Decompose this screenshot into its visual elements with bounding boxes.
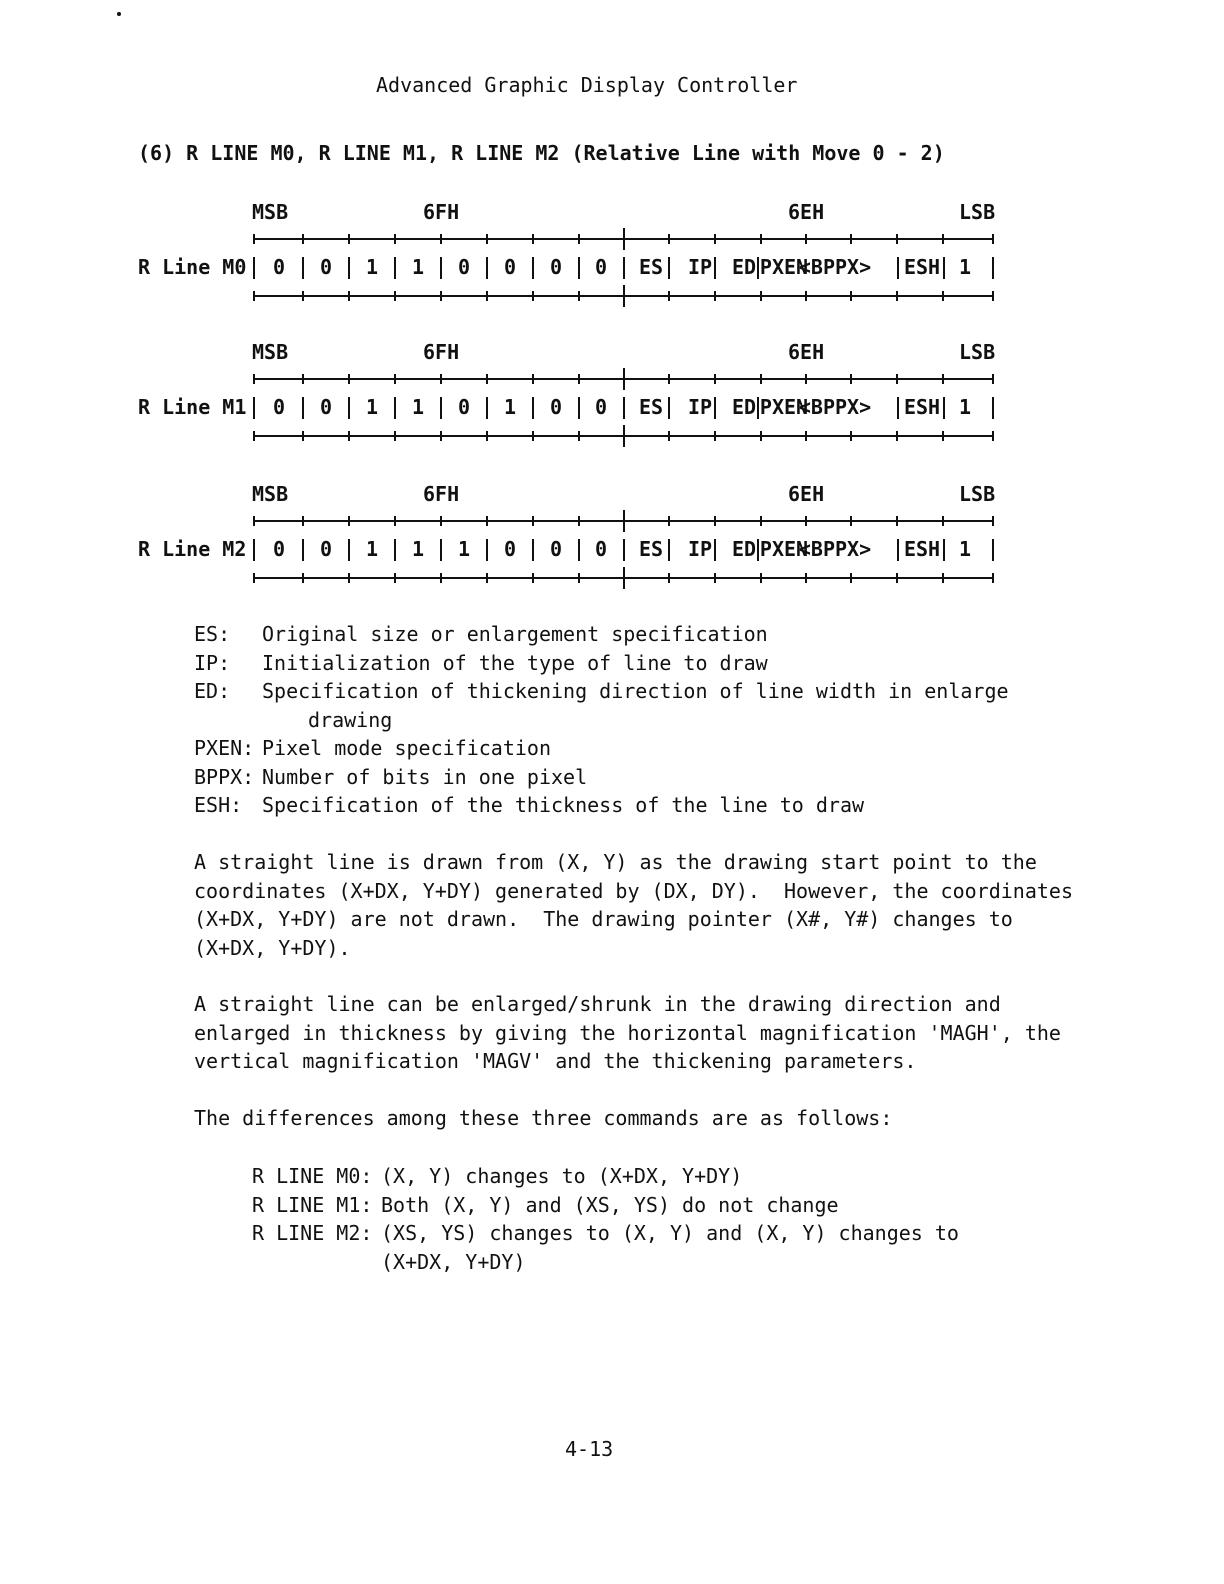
rule-tick — [394, 516, 396, 526]
paragraph-straight-line — [194, 848, 1073, 962]
paragraph-line: coordinates (X+DX, Y+DY) generated by (DX, DY). However, the coordinates — [194, 878, 1073, 903]
differences-intro: The differences among these three commands are as follows: — [194, 1106, 893, 1130]
rule-tick — [805, 374, 807, 384]
rule-tick — [578, 291, 580, 301]
definition-continuation: drawing — [308, 707, 393, 732]
rule-tick — [486, 431, 488, 441]
cell-divider — [348, 397, 350, 419]
rule-tick — [896, 234, 898, 244]
bit-cell: 0 — [272, 255, 286, 279]
definition-item — [194, 765, 587, 789]
rule-tick — [668, 374, 670, 384]
rule-tick — [760, 516, 762, 526]
difference-text: Both (X, Y) and (XS, YS) do not change — [381, 1192, 839, 1217]
rule-tick — [760, 291, 762, 301]
field-cell: ESH — [903, 255, 941, 279]
rule-tick — [486, 516, 488, 526]
definition-item — [194, 622, 768, 646]
paragraph-line: (X+DX, Y+DY). — [194, 935, 351, 960]
field-cell: PXEN — [759, 395, 809, 419]
byte-divider — [623, 228, 625, 250]
bit-cell: 0 — [594, 395, 608, 419]
byte-divider — [623, 368, 625, 390]
rule-tick — [714, 431, 716, 441]
cell-divider — [253, 397, 255, 419]
definition-term: ESH: — [194, 793, 243, 817]
lsb-label: LSB — [959, 482, 996, 506]
cell-divider — [348, 257, 350, 279]
rule-tick — [992, 374, 994, 384]
row-label: R Line M1 — [138, 395, 247, 419]
rule-tick — [714, 234, 716, 244]
rule-tick — [992, 234, 994, 244]
rule-tick — [896, 291, 898, 301]
rule-tick — [394, 374, 396, 384]
field-cell: <BPPX> — [798, 395, 872, 419]
definition-term: BPPX: — [194, 764, 255, 789]
bit-cell: 0 — [272, 537, 286, 561]
rule-tick — [253, 431, 255, 441]
rule-tick — [992, 573, 994, 583]
field-cell: IP — [687, 255, 713, 279]
bit-cell: 1 — [503, 395, 517, 419]
rule-tick — [302, 516, 304, 526]
cell-divider — [578, 257, 580, 279]
bit-cell: 1 — [457, 537, 471, 561]
field-cell: PXEN — [759, 537, 809, 561]
definition-desc: Specification of the thickness of the line to draw — [262, 793, 865, 817]
rule-tick — [896, 431, 898, 441]
bit-cell: 0 — [549, 537, 563, 561]
rule-tick — [805, 516, 807, 526]
difference-command: R LINE M2: — [252, 1221, 373, 1245]
field-cell: IP — [687, 537, 713, 561]
definition-item — [194, 736, 551, 760]
rule-tick — [486, 374, 488, 384]
difference-command: R LINE M1: — [252, 1192, 373, 1217]
rule-tick — [486, 291, 488, 301]
paragraph-line: enlarged in thickness by giving the horizontal magnification 'MAGH', the — [194, 1020, 1061, 1045]
high-byte-label: 6FH — [423, 482, 460, 506]
rule-tick — [440, 516, 442, 526]
difference-text: (XS, YS) changes to (X, Y) and (X, Y) changes to — [381, 1221, 959, 1245]
definition-term: ES: — [194, 622, 231, 646]
field-cell: <BPPX> — [798, 255, 872, 279]
lsb-label: LSB — [959, 340, 996, 364]
section-title: (6) R LINE M0, R LINE M1, R LINE M2 (Relative Line with Move 0 - 2) — [138, 141, 945, 165]
rule-tick — [532, 431, 534, 441]
cell-divider — [532, 257, 534, 279]
bit-cell: 0 — [319, 537, 333, 561]
rule-tick — [992, 431, 994, 441]
rule-tick — [348, 516, 350, 526]
field-cell: PXEN — [759, 255, 809, 279]
cell-divider — [253, 257, 255, 279]
rule-tick — [253, 516, 255, 526]
bit-cell: 0 — [272, 395, 286, 419]
rule-tick — [394, 291, 396, 301]
definition-term: IP: — [194, 650, 231, 675]
rule-tick — [805, 431, 807, 441]
rule-tick — [942, 374, 944, 384]
rule-tick — [253, 291, 255, 301]
field-cell: 1 — [958, 255, 972, 279]
bit-cell: 0 — [549, 395, 563, 419]
rule-tick — [348, 291, 350, 301]
byte-divider — [623, 285, 625, 307]
cell-divider — [394, 257, 396, 279]
page-header: Advanced Graphic Display Controller — [376, 73, 798, 97]
bit-cell: 1 — [411, 255, 425, 279]
definition-desc: Number of bits in one pixel — [262, 764, 588, 789]
rule-tick — [850, 374, 852, 384]
field-cell: ESH — [903, 395, 941, 419]
difference-text: (X, Y) changes to (X+DX, Y+DY) — [381, 1164, 743, 1188]
difference-continuation: (X+DX, Y+DY) — [381, 1249, 526, 1274]
cell-divider — [302, 539, 304, 561]
rule-tick — [850, 516, 852, 526]
rule-tick — [253, 573, 255, 583]
rule-tick — [942, 291, 944, 301]
rule-tick — [992, 291, 994, 301]
difference-command: R LINE M0: — [252, 1164, 373, 1188]
definition-term: PXEN: — [194, 736, 255, 760]
definition-item — [194, 679, 1009, 703]
rule-tick — [805, 573, 807, 583]
field-cell: 1 — [958, 395, 972, 419]
field-cell: ESH — [903, 537, 941, 561]
rule-tick — [850, 573, 852, 583]
field-cell: <BPPX> — [798, 537, 872, 561]
cell-divider — [302, 257, 304, 279]
rule-tick — [348, 234, 350, 244]
rule-tick — [302, 431, 304, 441]
rule-tick — [578, 234, 580, 244]
bit-cell: 0 — [319, 395, 333, 419]
rule-tick — [302, 234, 304, 244]
field-cell: IP — [687, 395, 713, 419]
bit-cell: 0 — [594, 537, 608, 561]
bit-cell: 1 — [365, 395, 379, 419]
rule-tick — [440, 573, 442, 583]
rule-tick — [578, 431, 580, 441]
row-label: R Line M0 — [138, 255, 247, 279]
high-byte-label: 6FH — [423, 200, 460, 224]
definition-desc: Original size or enlargement specification — [262, 622, 768, 646]
rule-tick — [578, 573, 580, 583]
cell-divider — [532, 397, 534, 419]
field-cell: ES — [638, 537, 664, 561]
bit-cell: 1 — [411, 537, 425, 561]
rule-tick — [896, 573, 898, 583]
paragraph-line: A straight line can be enlarged/shrunk in the drawing direction and — [194, 992, 1001, 1016]
rule-tick — [942, 431, 944, 441]
cell-divider — [578, 397, 580, 419]
definition-desc: Pixel mode specification — [262, 736, 551, 760]
bit-cell: 0 — [503, 255, 517, 279]
rule-tick — [714, 573, 716, 583]
rule-tick — [714, 291, 716, 301]
cell-divider — [348, 539, 350, 561]
rule-tick — [668, 234, 670, 244]
cell-divider — [578, 539, 580, 561]
rule-tick — [532, 234, 534, 244]
definition-item — [194, 793, 864, 817]
paragraph-line: (X+DX, Y+DY) are not drawn. The drawing pointer (X#, Y#) changes to — [194, 907, 1013, 931]
row-label: R Line M2 — [138, 537, 247, 561]
definition-item — [194, 651, 768, 675]
rule-tick — [348, 374, 350, 384]
rule-tick — [760, 374, 762, 384]
rule-tick — [394, 431, 396, 441]
low-byte-label: 6EH — [788, 340, 825, 364]
lsb-label: LSB — [959, 200, 996, 224]
rule-tick — [532, 291, 534, 301]
rule-tick — [714, 374, 716, 384]
rule-tick — [253, 234, 255, 244]
rule-tick — [532, 573, 534, 583]
rule-tick — [440, 431, 442, 441]
rule-tick — [486, 234, 488, 244]
field-cell: ED — [731, 537, 757, 561]
cell-divider — [440, 257, 442, 279]
cell-divider — [440, 397, 442, 419]
rule-tick — [440, 291, 442, 301]
bit-cell: 0 — [457, 255, 471, 279]
byte-divider — [623, 425, 625, 447]
definition-term: ED: — [194, 679, 231, 703]
bit-cell: 1 — [411, 395, 425, 419]
rule-tick — [578, 516, 580, 526]
bit-cell: 1 — [365, 537, 379, 561]
rule-tick — [348, 573, 350, 583]
paragraph-line: A straight line is drawn from (X, Y) as the drawing start point to the — [194, 850, 1037, 874]
rule-tick — [805, 291, 807, 301]
msb-label: MSB — [252, 200, 289, 224]
paragraph-enlarge — [194, 990, 1061, 1076]
msb-label: MSB — [252, 482, 289, 506]
field-cell: ES — [638, 255, 664, 279]
high-byte-label: 6FH — [423, 340, 460, 364]
rule-tick — [302, 573, 304, 583]
rule-tick — [760, 573, 762, 583]
bit-cell: 0 — [549, 255, 563, 279]
rule-tick — [302, 291, 304, 301]
rule-tick — [578, 374, 580, 384]
rule-tick — [760, 234, 762, 244]
rule-tick — [850, 234, 852, 244]
rule-tick — [896, 516, 898, 526]
bit-cell: 0 — [503, 537, 517, 561]
byte-divider — [623, 567, 625, 589]
field-cell: 1 — [958, 537, 972, 561]
field-cell: ED — [731, 255, 757, 279]
rule-tick — [394, 573, 396, 583]
rule-tick — [760, 431, 762, 441]
cell-divider — [253, 539, 255, 561]
rule-tick — [668, 431, 670, 441]
rule-tick — [668, 516, 670, 526]
rule-tick — [302, 374, 304, 384]
cell-divider — [302, 397, 304, 419]
rule-tick — [942, 573, 944, 583]
rule-tick — [896, 374, 898, 384]
rule-tick — [440, 374, 442, 384]
rule-tick — [532, 516, 534, 526]
rule-tick — [942, 234, 944, 244]
bit-cell: 1 — [365, 255, 379, 279]
rule-tick — [668, 573, 670, 583]
rule-tick — [253, 374, 255, 384]
rule-tick — [942, 516, 944, 526]
rule-tick — [714, 516, 716, 526]
cell-divider — [394, 397, 396, 419]
field-cell: ES — [638, 395, 664, 419]
bit-cell: 0 — [319, 255, 333, 279]
rule-tick — [850, 291, 852, 301]
rule-tick — [668, 291, 670, 301]
bit-cell: 0 — [457, 395, 471, 419]
cell-divider — [486, 539, 488, 561]
low-byte-label: 6EH — [788, 200, 825, 224]
definition-desc: Specification of thickening direction of line width in enlarge — [262, 679, 1009, 703]
bit-cell: 0 — [594, 255, 608, 279]
msb-label: MSB — [252, 340, 289, 364]
rule-tick — [805, 234, 807, 244]
cell-divider — [394, 539, 396, 561]
rule-tick — [348, 431, 350, 441]
rule-tick — [486, 573, 488, 583]
field-cell: ED — [731, 395, 757, 419]
definition-desc: Initialization of the type of line to draw — [262, 650, 768, 675]
rule-tick — [532, 374, 534, 384]
byte-divider — [623, 510, 625, 532]
rule-tick — [440, 234, 442, 244]
cell-divider — [486, 397, 488, 419]
paragraph-line: vertical magnification 'MAGV' and the thickening parameters. — [194, 1049, 917, 1073]
scan-speck — [117, 12, 121, 16]
rule-tick — [394, 234, 396, 244]
rule-tick — [850, 431, 852, 441]
rule-tick — [992, 516, 994, 526]
low-byte-label: 6EH — [788, 482, 825, 506]
cell-divider — [532, 539, 534, 561]
cell-divider — [486, 257, 488, 279]
page-number: 4-13 — [565, 1437, 614, 1461]
cell-divider — [440, 539, 442, 561]
